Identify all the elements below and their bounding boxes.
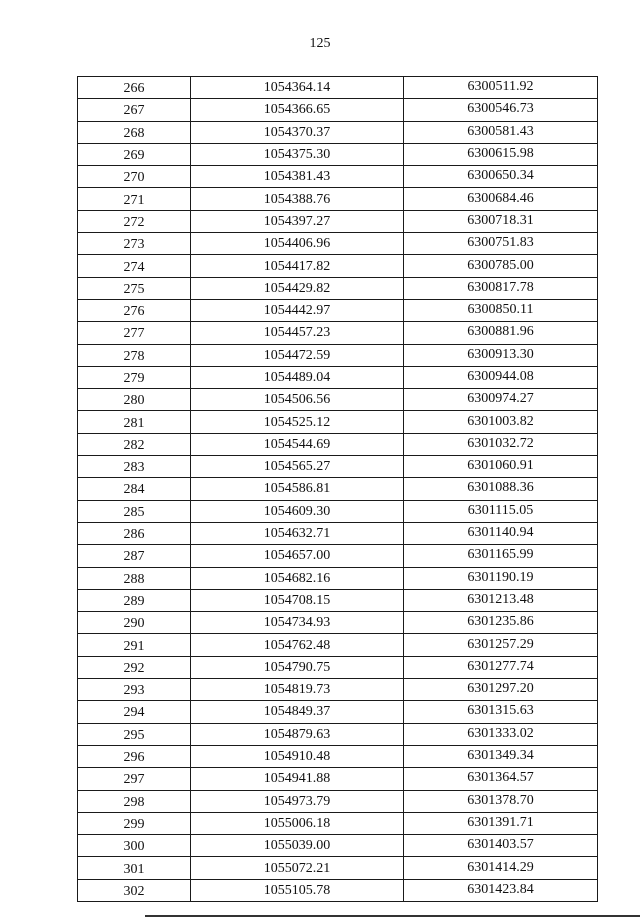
table-row xyxy=(78,679,598,701)
point-number-cell: 286 xyxy=(78,522,191,544)
x-coordinate-cell: 1054708.15 xyxy=(191,589,404,611)
y-coordinate-cell: 6300817.78 xyxy=(404,277,598,299)
x-coordinate-cell: 1054879.63 xyxy=(191,723,404,745)
y-coordinate-cell: 6301213.48 xyxy=(404,589,598,611)
point-number-cell: 298 xyxy=(78,790,191,812)
point-number-cell: 282 xyxy=(78,433,191,455)
table-row xyxy=(78,166,598,188)
table-row xyxy=(78,188,598,210)
x-coordinate-cell: 1054457.23 xyxy=(191,322,404,344)
x-coordinate-cell: 1054941.88 xyxy=(191,768,404,790)
point-number-cell: 294 xyxy=(78,701,191,723)
table-row xyxy=(78,99,598,121)
point-number-cell: 281 xyxy=(78,411,191,433)
y-coordinate-cell: 6301277.74 xyxy=(404,656,598,678)
table-row xyxy=(78,768,598,790)
table-row xyxy=(78,433,598,455)
x-coordinate-cell: 1054632.71 xyxy=(191,522,404,544)
y-coordinate-cell: 6300650.34 xyxy=(404,166,598,188)
y-coordinate-cell: 6301364.57 xyxy=(404,768,598,790)
point-number-cell: 301 xyxy=(78,857,191,879)
y-coordinate-cell: 6300850.11 xyxy=(404,299,598,321)
x-coordinate-cell: 1054472.59 xyxy=(191,344,404,366)
point-number-cell: 295 xyxy=(78,723,191,745)
point-number-cell: 278 xyxy=(78,344,191,366)
point-number-cell: 275 xyxy=(78,277,191,299)
x-coordinate-cell: 1054381.43 xyxy=(191,166,404,188)
y-coordinate-cell: 6301003.82 xyxy=(404,411,598,433)
x-coordinate-cell: 1054370.37 xyxy=(191,121,404,143)
point-number-cell: 271 xyxy=(78,188,191,210)
table-row xyxy=(78,612,598,634)
point-number-cell: 280 xyxy=(78,389,191,411)
table-row xyxy=(78,812,598,834)
x-coordinate-cell: 1054506.56 xyxy=(191,389,404,411)
point-number-cell: 284 xyxy=(78,478,191,500)
y-coordinate-cell: 6301315.63 xyxy=(404,701,598,723)
table-row xyxy=(78,701,598,723)
y-coordinate-cell: 6300581.43 xyxy=(404,121,598,143)
y-coordinate-cell: 6300944.08 xyxy=(404,366,598,388)
y-coordinate-cell: 6300913.30 xyxy=(404,344,598,366)
y-coordinate-cell: 6301032.72 xyxy=(404,433,598,455)
x-coordinate-cell: 1054973.79 xyxy=(191,790,404,812)
table-row xyxy=(78,478,598,500)
x-coordinate-cell: 1054819.73 xyxy=(191,679,404,701)
point-number-cell: 277 xyxy=(78,322,191,344)
table-row xyxy=(78,277,598,299)
y-coordinate-cell: 6300785.00 xyxy=(404,255,598,277)
point-number-cell: 272 xyxy=(78,210,191,232)
y-coordinate-cell: 6301378.70 xyxy=(404,790,598,812)
table-row xyxy=(78,322,598,344)
y-coordinate-cell: 6300684.46 xyxy=(404,188,598,210)
x-coordinate-cell: 1054364.14 xyxy=(191,77,404,99)
table-row xyxy=(78,411,598,433)
x-coordinate-cell: 1054442.97 xyxy=(191,299,404,321)
point-number-cell: 267 xyxy=(78,99,191,121)
y-coordinate-cell: 6301403.57 xyxy=(404,835,598,857)
table-row xyxy=(78,522,598,544)
y-coordinate-cell: 6300615.98 xyxy=(404,143,598,165)
table-row xyxy=(78,589,598,611)
table-row xyxy=(78,545,598,567)
x-coordinate-cell: 1054544.69 xyxy=(191,433,404,455)
y-coordinate-cell: 6301190.19 xyxy=(404,567,598,589)
y-coordinate-cell: 6301060.91 xyxy=(404,456,598,478)
y-coordinate-cell: 6300751.83 xyxy=(404,233,598,255)
point-number-cell: 292 xyxy=(78,656,191,678)
point-number-cell: 299 xyxy=(78,812,191,834)
point-number-cell: 296 xyxy=(78,745,191,767)
point-number-cell: 289 xyxy=(78,589,191,611)
y-coordinate-cell: 6301257.29 xyxy=(404,634,598,656)
table-row xyxy=(78,456,598,478)
table-row xyxy=(78,656,598,678)
x-coordinate-cell: 1054910.48 xyxy=(191,745,404,767)
point-number-cell: 266 xyxy=(78,77,191,99)
x-coordinate-cell: 1055039.00 xyxy=(191,835,404,857)
y-coordinate-cell: 6300974.27 xyxy=(404,389,598,411)
table-row xyxy=(78,634,598,656)
x-coordinate-cell: 1054734.93 xyxy=(191,612,404,634)
table-row xyxy=(78,299,598,321)
table-row xyxy=(78,857,598,879)
y-coordinate-cell: 6301391.71 xyxy=(404,812,598,834)
point-number-cell: 273 xyxy=(78,233,191,255)
x-coordinate-cell: 1055006.18 xyxy=(191,812,404,834)
y-coordinate-cell: 6301115.05 xyxy=(404,500,598,522)
x-coordinate-cell: 1054762.48 xyxy=(191,634,404,656)
y-coordinate-cell: 6300511.92 xyxy=(404,77,598,99)
y-coordinate-cell: 6301088.36 xyxy=(404,478,598,500)
point-number-cell: 274 xyxy=(78,255,191,277)
y-coordinate-cell: 6301414.29 xyxy=(404,857,598,879)
table-row xyxy=(78,233,598,255)
point-number-cell: 276 xyxy=(78,299,191,321)
table-row xyxy=(78,255,598,277)
table-row xyxy=(78,77,598,99)
point-number-cell: 287 xyxy=(78,545,191,567)
point-number-cell: 270 xyxy=(78,166,191,188)
x-coordinate-cell: 1054429.82 xyxy=(191,277,404,299)
table-row xyxy=(78,121,598,143)
point-number-cell: 283 xyxy=(78,456,191,478)
page-number: 125 xyxy=(309,36,331,51)
y-coordinate-cell: 6301297.20 xyxy=(404,679,598,701)
y-coordinate-cell: 6301333.02 xyxy=(404,723,598,745)
table-row xyxy=(78,366,598,388)
x-coordinate-cell: 1054525.12 xyxy=(191,411,404,433)
y-coordinate-cell: 6301165.99 xyxy=(404,545,598,567)
table-row xyxy=(78,723,598,745)
x-coordinate-cell: 1054609.30 xyxy=(191,500,404,522)
x-coordinate-cell: 1054489.04 xyxy=(191,366,404,388)
x-coordinate-cell: 1054849.37 xyxy=(191,701,404,723)
x-coordinate-cell: 1054586.81 xyxy=(191,478,404,500)
coordinates-table xyxy=(77,76,598,902)
x-coordinate-cell: 1054397.27 xyxy=(191,210,404,232)
table-row xyxy=(78,500,598,522)
point-number-cell: 288 xyxy=(78,567,191,589)
x-coordinate-cell: 1054682.16 xyxy=(191,567,404,589)
y-coordinate-cell: 6301349.34 xyxy=(404,745,598,767)
table-row xyxy=(78,835,598,857)
table-row xyxy=(78,567,598,589)
point-number-cell: 279 xyxy=(78,366,191,388)
point-number-cell: 297 xyxy=(78,768,191,790)
x-coordinate-cell: 1054565.27 xyxy=(191,456,404,478)
table-row xyxy=(78,210,598,232)
x-coordinate-cell: 1054375.30 xyxy=(191,143,404,165)
y-coordinate-cell: 6301423.84 xyxy=(404,879,598,901)
y-coordinate-cell: 6300881.96 xyxy=(404,322,598,344)
x-coordinate-cell: 1054790.75 xyxy=(191,656,404,678)
y-coordinate-cell: 6300718.31 xyxy=(404,210,598,232)
table-row xyxy=(78,344,598,366)
x-coordinate-cell: 1054417.82 xyxy=(191,255,404,277)
table-row xyxy=(78,143,598,165)
point-number-cell: 302 xyxy=(78,879,191,901)
x-coordinate-cell: 1054366.65 xyxy=(191,99,404,121)
x-coordinate-cell: 1054406.96 xyxy=(191,233,404,255)
point-number-cell: 268 xyxy=(78,121,191,143)
coordinates-table-body xyxy=(78,77,598,902)
point-number-cell: 293 xyxy=(78,679,191,701)
y-coordinate-cell: 6301235.86 xyxy=(404,612,598,634)
x-coordinate-cell: 1055072.21 xyxy=(191,857,404,879)
point-number-cell: 285 xyxy=(78,500,191,522)
x-coordinate-cell: 1055105.78 xyxy=(191,879,404,901)
point-number-cell: 291 xyxy=(78,634,191,656)
point-number-cell: 300 xyxy=(78,835,191,857)
x-coordinate-cell: 1054388.76 xyxy=(191,188,404,210)
table-row xyxy=(78,790,598,812)
table-row xyxy=(78,389,598,411)
point-number-cell: 269 xyxy=(78,143,191,165)
bottom-divider xyxy=(145,915,640,917)
y-coordinate-cell: 6300546.73 xyxy=(404,99,598,121)
table-row xyxy=(78,745,598,767)
y-coordinate-cell: 6301140.94 xyxy=(404,522,598,544)
point-number-cell: 290 xyxy=(78,612,191,634)
table-row xyxy=(78,879,598,901)
x-coordinate-cell: 1054657.00 xyxy=(191,545,404,567)
